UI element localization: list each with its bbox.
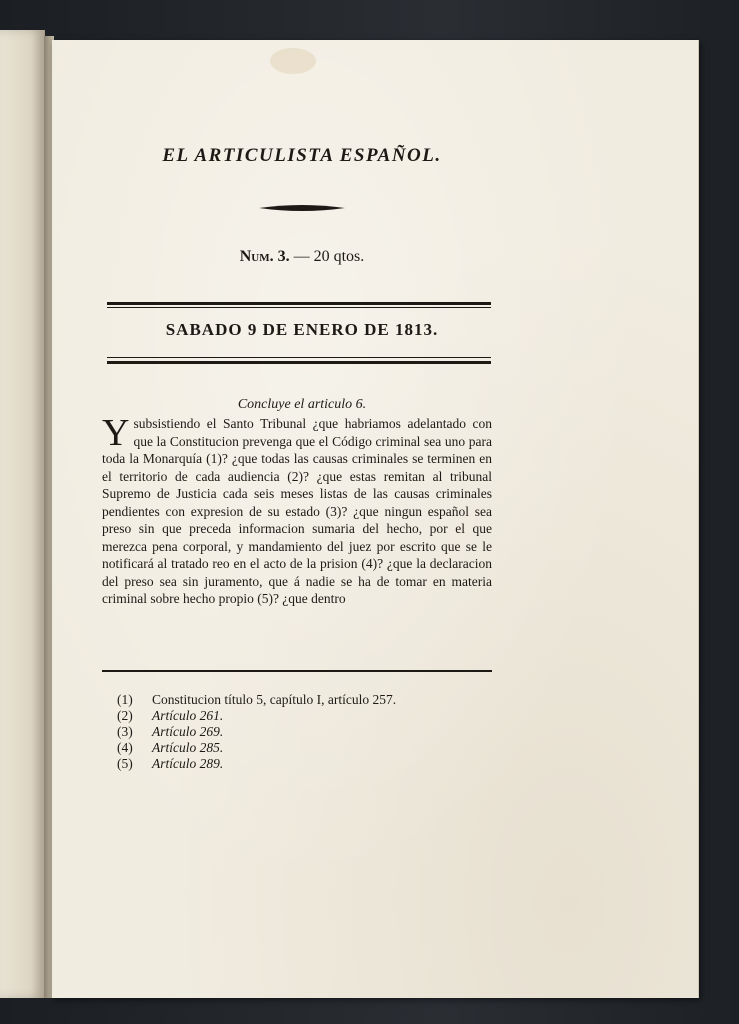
footnote-text: Artículo 269. [152,724,224,739]
footnote-marker: (2) [117,708,133,723]
drop-cap: Y [102,412,130,454]
date-rule-thin [107,357,491,358]
article-body [102,412,492,608]
article-heading: Concluye el articulo 6. [237,397,367,412]
footnote-item [117,692,517,708]
footnote-marker: (5) [117,756,133,771]
date-line: SABADO 9 DE ENERO DE 1813. [165,320,439,339]
journal-title: EL ARTICULISTA ESPAÑOL. [162,145,442,166]
footnote-marker: (1) [117,692,133,707]
footnote-text: Artículo 261. [152,708,224,723]
footnote-text: Artículo 285. [152,740,224,755]
paper-stain [270,48,316,74]
footnotes [117,692,517,772]
masthead-rule-top-thin [107,307,491,308]
issue-price: 20 qtos. [313,248,365,265]
issue-line [52,248,552,266]
footnote-item [117,740,517,756]
footnote-item [117,756,517,772]
footnote-text: Constitucion título 5, capítulo I, artículo 257. [152,692,397,707]
footnote-text: Artículo 289. [152,756,224,771]
footnote-marker: (3) [117,724,133,739]
title-ornament [257,203,347,213]
footnote-item [117,724,517,740]
footnote-rule [102,670,492,672]
issue-separator: — [293,248,310,265]
facing-page-edge [0,30,45,998]
footnote-item [117,708,517,724]
masthead-rule-top [107,302,491,305]
issue-number: Num. 3. [239,248,290,265]
newspaper-page [52,40,699,998]
date-rule-bottom [107,361,491,364]
footnote-marker: (4) [117,740,133,755]
article-body-text: subsistiendo el Santo Tribunal ¿que habriamos adelantado con que la Constitucion prevenga que el Código criminal sea uno para toda la Monarquía (1)? ¿que todas las causas criminales se terminen en el territorio de cada audiencia (2)? ¿que estas remitan al tribunal Supremo de Justicia cada seis meses listas de las causas criminales pendientes con expresion de su estado (3)? ¿que ningun español sea preso sin que preceda informacion sumaria del hecho, por el que merezca pena corporal, y mandamiento del juez por escrito que se le notificará al tratado reo en el acto de la prision (4)? ¿que la declaracion del preso sea sin juramento, que á nadie se ha de tomar en materia criminal sobre hecho propio (5)? ¿que dentro [102,416,492,606]
